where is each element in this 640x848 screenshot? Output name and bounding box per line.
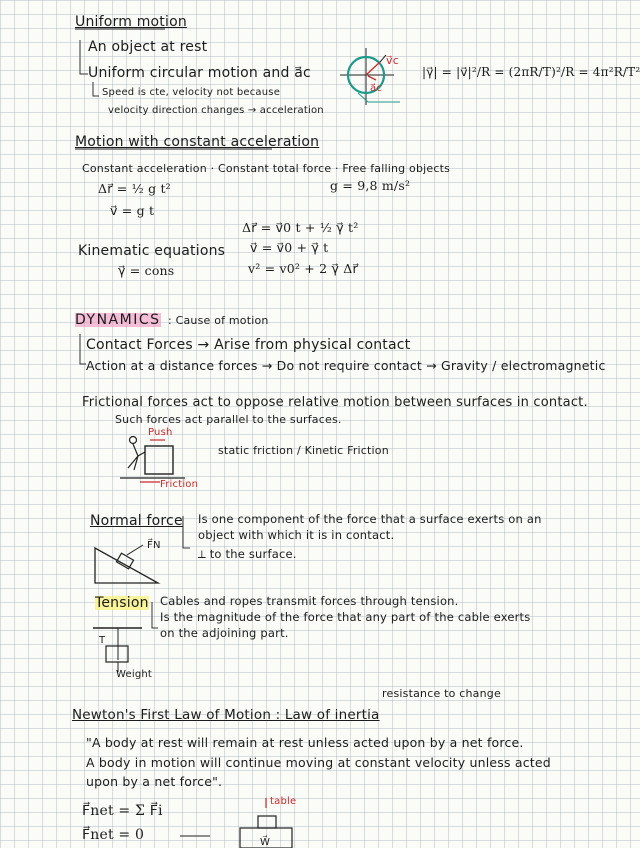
- eq-v2: v² = v0² + 2 γ⃗ Δr⃗: [248, 261, 358, 276]
- normal-line3: ⟂ to the surface.: [198, 547, 297, 561]
- uniform-motion-title: Uniform motion: [75, 14, 187, 30]
- const-accel-line: Constant acceleration · Constant total force · Free falling objects: [82, 162, 451, 175]
- eq-v-free: v⃗ = g t: [110, 203, 155, 218]
- eq-v: v⃗ = v⃗0 + γ⃗ t: [250, 240, 329, 255]
- fn-label: F⃗N: [147, 540, 161, 551]
- static-kinetic: static friction / Kinetic Friction: [218, 444, 389, 457]
- tension-line2: Is the magnitude of the force that any part of the cable exerts: [160, 610, 531, 624]
- bullet-circular: Uniform circular motion and a⃗c: [88, 65, 311, 81]
- centripetal-formula: |γ⃗| = |v⃗|²/R = (2πR/T)²/R = 4π²R/T²: [422, 65, 640, 79]
- tension-line1: Cables and ropes transmit forces through tension.: [160, 594, 459, 608]
- kinematic-label: Kinematic equations: [78, 243, 226, 259]
- resistance-note: resistance to change: [382, 687, 501, 700]
- label-vc: v⃗c: [386, 54, 399, 67]
- push-label: Push: [148, 427, 173, 438]
- fnet-sum: F⃗net = Σ F⃗i: [82, 803, 163, 819]
- tension-title: Tension: [95, 595, 149, 611]
- eq-dr: Δr⃗ = v⃗0 t + ½ γ⃗ t²: [242, 220, 359, 235]
- newton-quote3: upon by a net force".: [86, 774, 223, 789]
- label-ac: a⃗c: [370, 83, 383, 94]
- fnet-zero: F⃗net = 0: [82, 827, 145, 843]
- sub-velocity: velocity direction changes → acceleration: [108, 105, 324, 116]
- tension-line3: on the adjoining part.: [160, 626, 289, 640]
- tension-T: T: [99, 635, 106, 646]
- normal-line1: Is one component of the force that a surface exerts on an: [198, 512, 542, 526]
- const-accel-title: Motion with constant acceleration: [75, 134, 320, 150]
- w-label: W⃗: [260, 837, 271, 848]
- normal-line2: object with which it is in contact.: [198, 528, 395, 542]
- friction-sketch: [120, 437, 185, 483]
- friction-label: Friction: [160, 479, 199, 490]
- eq-dr-free: Δr⃗ = ½ g t²: [98, 181, 171, 196]
- normal-force-title: Normal force: [90, 513, 183, 529]
- table-label: table: [270, 796, 297, 807]
- contact-forces: Contact Forces → Arise from physical contact: [86, 337, 411, 353]
- bullet-rest: An object at rest: [88, 39, 208, 55]
- newton-quote2: A body in motion will continue moving at constant velocity unless acted: [86, 755, 551, 770]
- newton-title: Newton's First Law of Motion : Law of inertia: [72, 707, 380, 723]
- g-value: g = 9,8 m/s²: [330, 178, 411, 193]
- frictional-forces: Frictional forces act to oppose relative motion between surfaces in contact.: [82, 395, 588, 410]
- dynamics-title: DYNAMICS: [75, 312, 161, 328]
- distance-forces: Action at a distance forces → Do not require contact → Gravity / electromagnetic: [86, 358, 606, 373]
- gamma-cons: γ⃗ = cons: [118, 263, 175, 278]
- weight-label: Weight: [116, 669, 153, 680]
- newton-quote1: "A body at rest will remain at rest unless acted upon by a net force.: [86, 735, 524, 750]
- frictional-sub: Such forces act parallel to the surfaces.: [115, 413, 342, 426]
- sub-speed: Speed is cte, velocity not because: [102, 87, 281, 98]
- dynamics-subtitle: : Cause of motion: [168, 314, 269, 327]
